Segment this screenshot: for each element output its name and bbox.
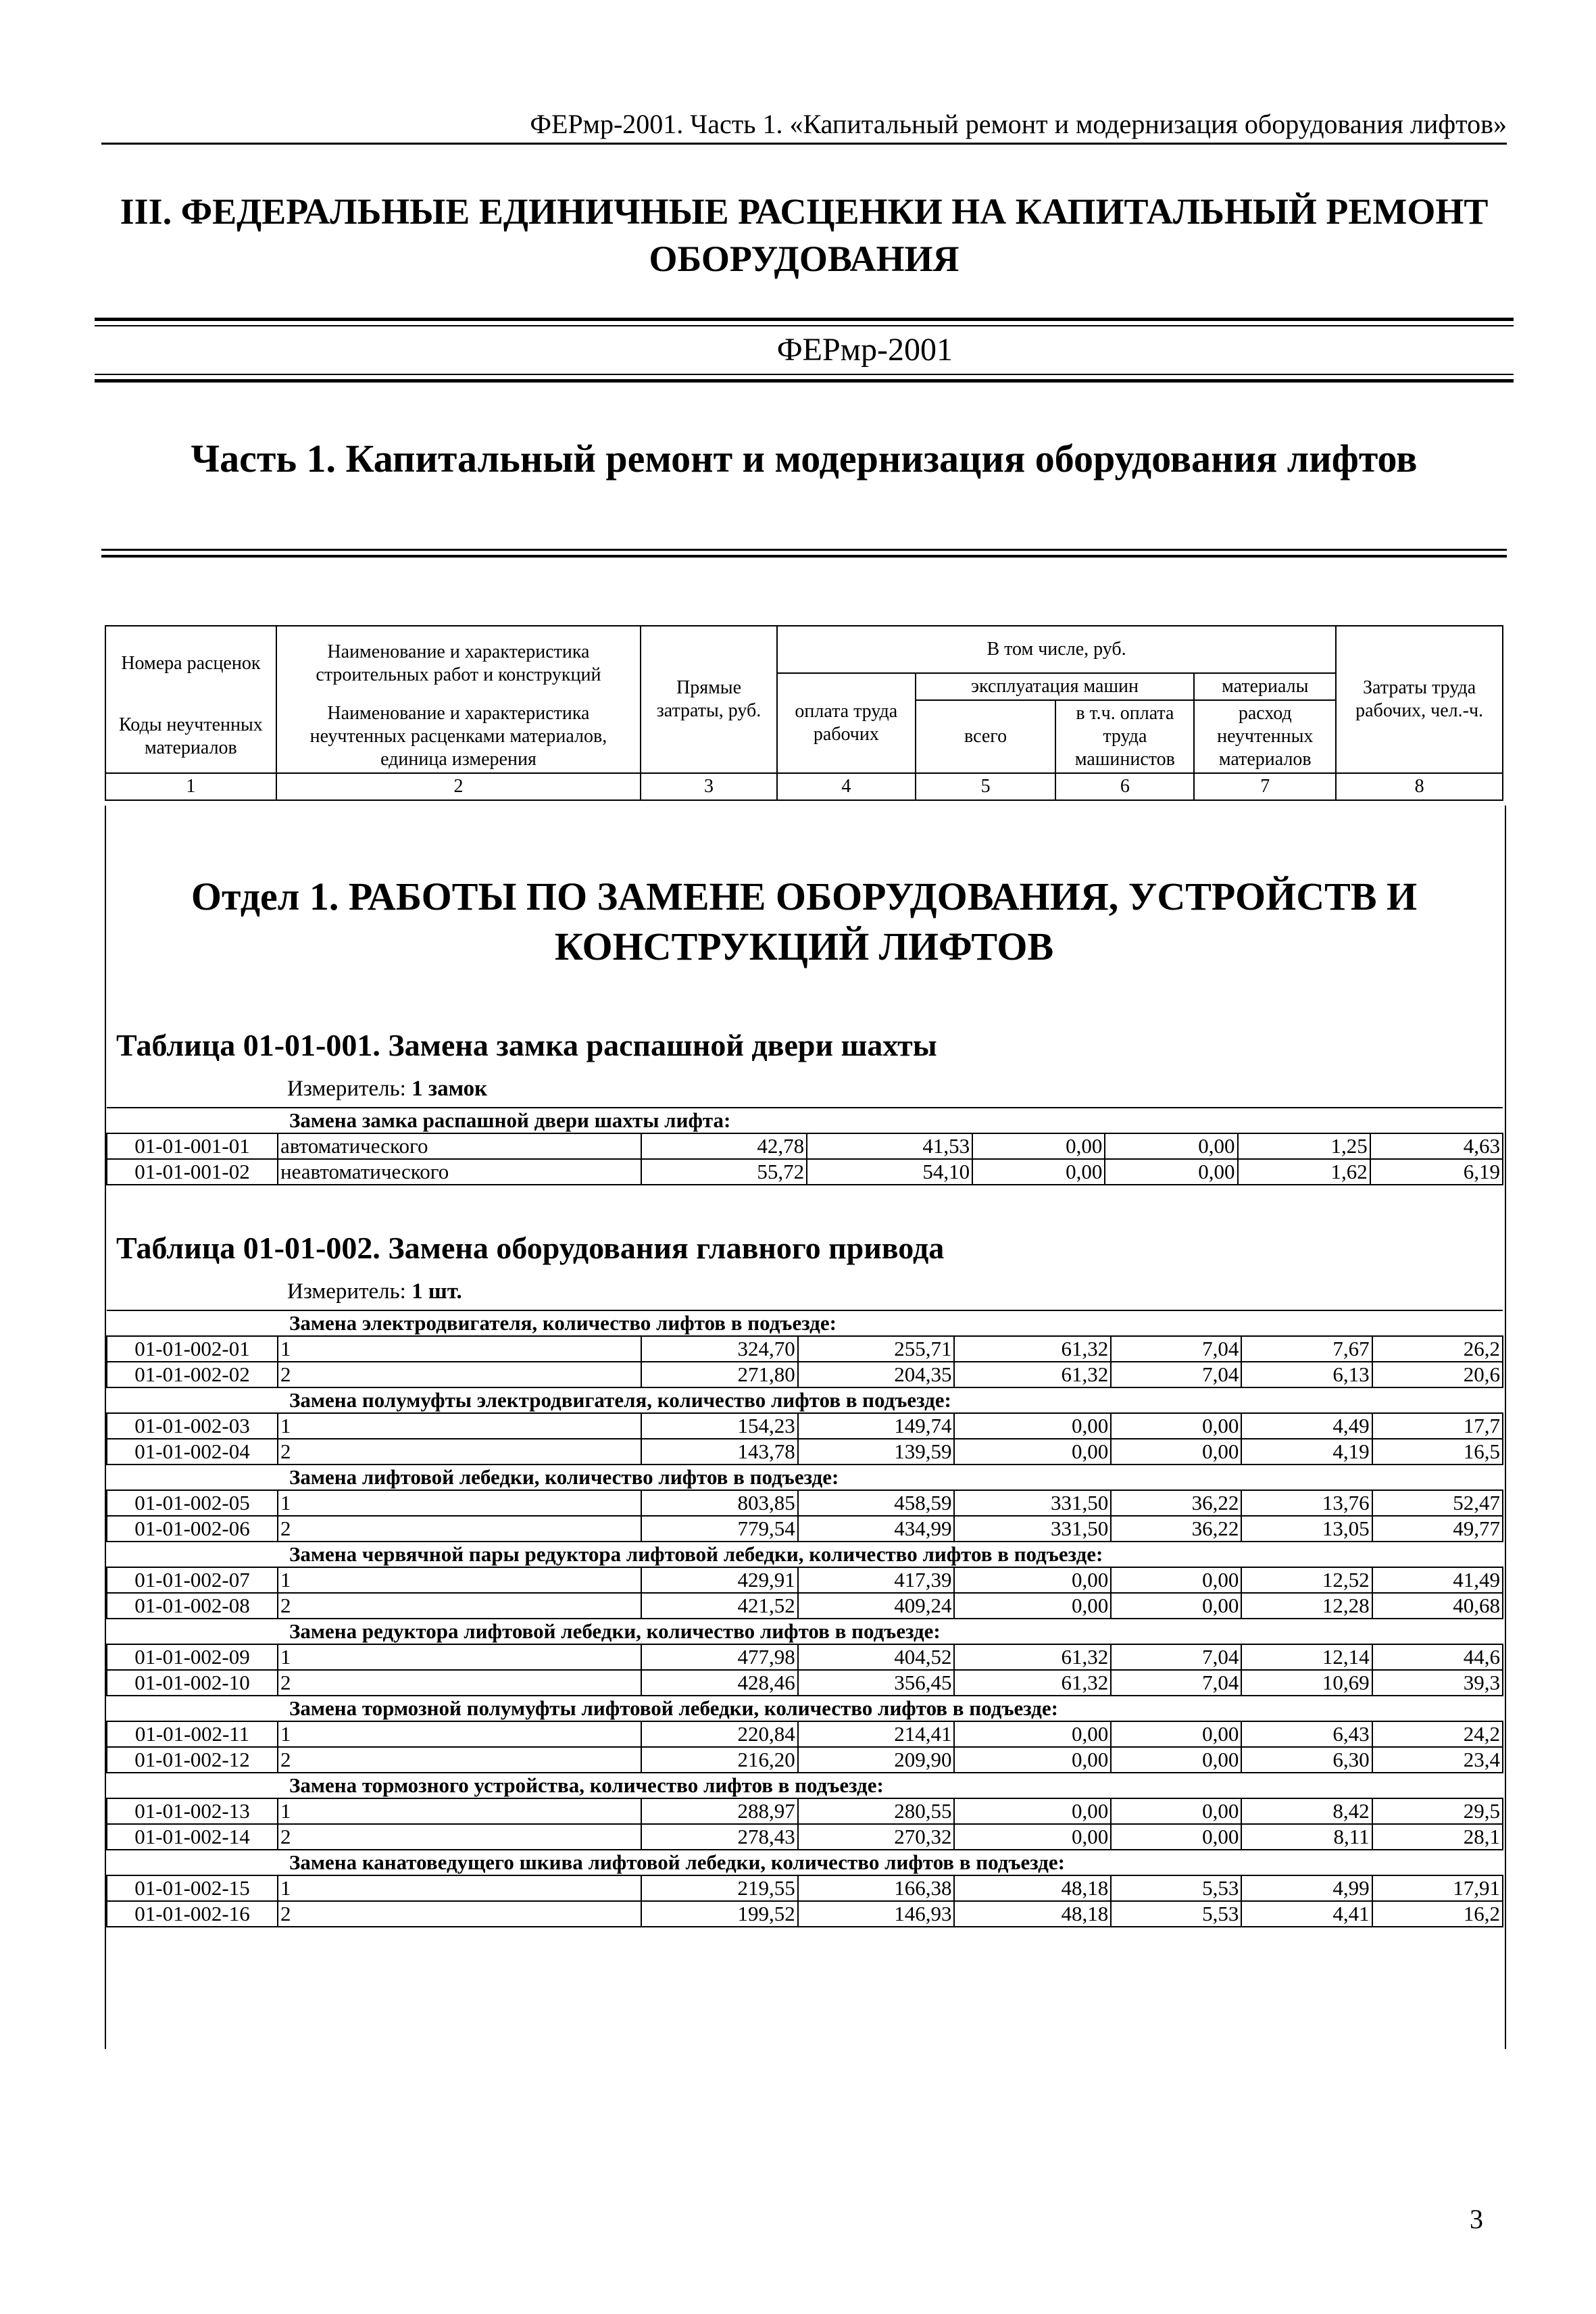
direct-costs: 42,78 — [641, 1133, 807, 1159]
machinists-pay: 36,22 — [1111, 1490, 1241, 1516]
rates-table-01-01-001 — [106, 1107, 1503, 1185]
machines-total: 0,00 — [972, 1133, 1105, 1159]
direct-costs: 216,20 — [641, 1747, 798, 1773]
machinists-pay: 0,00 — [1111, 1824, 1241, 1850]
header-direct-costs: Прямые затраты, руб. — [641, 626, 777, 773]
rate-code: 01-01-002-15 — [107, 1875, 278, 1901]
direct-costs: 421,52 — [641, 1593, 798, 1619]
labor-pay: 417,39 — [798, 1567, 955, 1593]
materials: 12,14 — [1241, 1644, 1372, 1670]
table-row — [107, 1901, 1503, 1927]
labor-pay: 41,53 — [807, 1133, 972, 1159]
department-title-line-2: КОНСТРУКЦИЙ ЛИФТОВ — [554, 925, 1054, 968]
rate-name: 1 — [278, 1413, 641, 1439]
materials: 7,67 — [1241, 1336, 1372, 1362]
rate-code: 01-01-002-10 — [107, 1670, 278, 1696]
labor-hours: 44,6 — [1372, 1644, 1503, 1670]
section-title — [95, 188, 1514, 282]
table-title: Таблица 01-01-002. Замена оборудования главного привода — [116, 1231, 945, 1265]
labor-pay: 146,93 — [798, 1901, 955, 1927]
header-material-codes: Коды неучтенных материалов — [105, 700, 276, 773]
meter — [287, 1279, 462, 1304]
machines-total: 61,32 — [954, 1362, 1111, 1387]
rate-code: 01-01-002-09 — [107, 1644, 278, 1670]
rate-code: 01-01-002-05 — [107, 1490, 278, 1516]
column-header-table — [105, 625, 1503, 801]
table-row — [107, 1567, 1503, 1593]
machines-total: 0,00 — [954, 1567, 1111, 1593]
labor-hours: 20,6 — [1372, 1362, 1503, 1387]
materials: 13,05 — [1241, 1516, 1372, 1542]
code-label: ФЕРмр-2001 — [776, 332, 953, 368]
header-materials: материалы — [1194, 673, 1336, 700]
part-divider — [101, 549, 1507, 557]
labor-hours: 17,7 — [1372, 1413, 1503, 1439]
table-row — [107, 1644, 1503, 1670]
materials: 10,69 — [1241, 1670, 1372, 1696]
labor-hours: 39,3 — [1372, 1670, 1503, 1696]
rate-name: 2 — [278, 1901, 641, 1927]
materials: 13,76 — [1241, 1490, 1372, 1516]
rate-name: 2 — [278, 1593, 641, 1619]
labor-pay: 404,52 — [798, 1644, 955, 1670]
rate-code: 01-01-002-03 — [107, 1413, 278, 1439]
header-labor-pay: оплата труда рабочих — [777, 673, 916, 773]
table-row — [107, 1133, 1503, 1159]
labor-hours: 41,49 — [1372, 1567, 1503, 1593]
group-heading: Замена тормозной полумуфты лифтовой лебедки, количество лифтов в подъезде: — [107, 1696, 1503, 1721]
labor-pay: 434,99 — [798, 1516, 955, 1542]
labor-pay: 214,41 — [798, 1721, 955, 1747]
table-row — [107, 1747, 1503, 1773]
rate-name: 2 — [278, 1670, 641, 1696]
table-title: Таблица 01-01-001. Замена замка распашной двери шахты — [116, 1028, 937, 1062]
table-row — [107, 1516, 1503, 1542]
labor-hours: 6,19 — [1370, 1159, 1503, 1185]
rate-name: 1 — [278, 1721, 641, 1747]
rate-name: 1 — [278, 1336, 641, 1362]
materials: 6,13 — [1241, 1362, 1372, 1387]
department-title-line-1: Отдел 1. РАБОТЫ ПО ЗАМЕНЕ ОБОРУДОВАНИЯ, УСТРОЙСТВ И — [191, 875, 1418, 918]
part-title: Часть 1. Капитальный ремонт и модернизация оборудования лифтов — [191, 437, 1418, 481]
section-title-line-2: ОБОРУДОВАНИЯ — [649, 239, 959, 279]
materials: 4,19 — [1241, 1439, 1372, 1464]
table-row — [107, 1362, 1503, 1387]
rate-code: 01-01-002-13 — [107, 1798, 278, 1824]
column-number: 4 — [777, 773, 916, 800]
machines-total: 48,18 — [954, 1901, 1111, 1927]
rate-code: 01-01-002-08 — [107, 1593, 278, 1619]
materials: 12,28 — [1241, 1593, 1372, 1619]
header-work-name: Наименование и характеристика строительных работ и конструкций — [276, 626, 641, 700]
group-heading: Замена полумуфты электродвигателя, количество лифтов в подъезде: — [107, 1387, 1503, 1413]
meter-label: Измеритель: — [287, 1077, 406, 1101]
materials: 4,99 — [1241, 1875, 1372, 1901]
labor-pay: 458,59 — [798, 1490, 955, 1516]
machinists-pay: 5,53 — [1111, 1875, 1241, 1901]
rate-code: 01-01-001-01 — [107, 1133, 278, 1159]
labor-hours: 4,63 — [1370, 1133, 1503, 1159]
direct-costs: 55,72 — [641, 1159, 807, 1185]
group-heading: Замена канатоведущего шкива лифтовой лебедки, количество лифтов в подъезде: — [107, 1850, 1503, 1875]
machines-total: 61,32 — [954, 1670, 1111, 1696]
materials: 4,49 — [1241, 1413, 1372, 1439]
materials: 6,30 — [1241, 1747, 1372, 1773]
labor-hours: 23,4 — [1372, 1747, 1503, 1773]
table-row — [107, 1413, 1503, 1439]
labor-pay: 139,59 — [798, 1439, 955, 1464]
direct-costs: 288,97 — [641, 1798, 798, 1824]
rate-name: автоматического — [278, 1133, 641, 1159]
direct-costs: 199,52 — [641, 1901, 798, 1927]
machinists-pay: 7,04 — [1111, 1336, 1241, 1362]
direct-costs: 271,80 — [641, 1362, 798, 1387]
rate-name: 2 — [278, 1362, 641, 1387]
materials: 6,43 — [1241, 1721, 1372, 1747]
materials: 8,11 — [1241, 1824, 1372, 1850]
table-row — [107, 1490, 1503, 1516]
header-machines: эксплуатация машин — [916, 673, 1195, 700]
rate-name: 1 — [278, 1567, 641, 1593]
table-row — [107, 1593, 1503, 1619]
labor-hours: 16,2 — [1372, 1901, 1503, 1927]
labor-pay: 255,71 — [798, 1336, 955, 1362]
machines-total: 331,50 — [954, 1490, 1111, 1516]
table-row — [107, 1798, 1503, 1824]
direct-costs: 429,91 — [641, 1567, 798, 1593]
labor-pay: 149,74 — [798, 1413, 955, 1439]
rate-name: неавтоматического — [278, 1159, 641, 1185]
machinists-pay: 0,00 — [1111, 1798, 1241, 1824]
header-unaccounted-materials: расход неучтенных материалов — [1194, 700, 1336, 773]
group-heading: Замена червячной пары редуктора лифтовой лебедки, количество лифтов в подъезде: — [107, 1542, 1503, 1567]
labor-pay: 204,35 — [798, 1362, 955, 1387]
materials: 1,62 — [1238, 1159, 1370, 1185]
header-rate-numbers: Номера расценок — [105, 626, 276, 700]
rate-code: 01-01-002-12 — [107, 1747, 278, 1773]
header-machinists-pay: в т.ч. оплата труда машинистов — [1055, 700, 1194, 773]
materials: 8,42 — [1241, 1798, 1372, 1824]
machinists-pay: 7,04 — [1111, 1670, 1241, 1696]
direct-costs: 278,43 — [641, 1824, 798, 1850]
table-row — [107, 1439, 1503, 1464]
group-heading: Замена лифтовой лебедки, количество лифтов в подъезде: — [107, 1464, 1503, 1490]
column-number: 1 — [105, 773, 276, 800]
meter-value: 1 шт. — [412, 1279, 462, 1304]
materials: 12,52 — [1241, 1567, 1372, 1593]
running-header: ФЕРмр-2001. Часть 1. «Капитальный ремонт и модернизация оборудования лифтов» — [101, 108, 1507, 145]
materials: 4,41 — [1241, 1901, 1372, 1927]
column-number: 8 — [1336, 773, 1503, 800]
labor-hours: 29,5 — [1372, 1798, 1503, 1824]
labor-hours: 17,91 — [1372, 1875, 1503, 1901]
meter-value: 1 замок — [412, 1077, 488, 1101]
machinists-pay: 36,22 — [1111, 1516, 1241, 1542]
table-row — [107, 1875, 1503, 1901]
table-row — [107, 1159, 1503, 1185]
labor-pay: 166,38 — [798, 1875, 955, 1901]
direct-costs: 428,46 — [641, 1670, 798, 1696]
machinists-pay: 0,00 — [1111, 1721, 1241, 1747]
rate-name: 2 — [278, 1747, 641, 1773]
direct-costs: 779,54 — [641, 1516, 798, 1542]
rate-code: 01-01-002-14 — [107, 1824, 278, 1850]
machines-total: 0,00 — [972, 1159, 1105, 1185]
labor-hours: 26,2 — [1372, 1336, 1503, 1362]
section-title-line-1: III. ФЕДЕРАЛЬНЫЕ ЕДИНИЧНЫЕ РАСЦЕНКИ НА КАПИТАЛЬНЫЙ РЕМОНТ — [120, 191, 1489, 232]
machines-total: 0,00 — [954, 1824, 1111, 1850]
group-heading: Замена тормозного устройства, количество лифтов в подъезде: — [107, 1773, 1503, 1798]
machines-total: 0,00 — [954, 1747, 1111, 1773]
header-labor-costs: Затраты труда рабочих, чел.-ч. — [1336, 626, 1503, 773]
column-number: 2 — [276, 773, 641, 800]
direct-costs: 143,78 — [641, 1439, 798, 1464]
machinists-pay: 0,00 — [1111, 1567, 1241, 1593]
machines-total: 0,00 — [954, 1593, 1111, 1619]
machines-total: 0,00 — [954, 1721, 1111, 1747]
column-number: 7 — [1194, 773, 1336, 800]
labor-hours: 16,5 — [1372, 1439, 1503, 1464]
rate-code: 01-01-002-01 — [107, 1336, 278, 1362]
meter — [287, 1077, 487, 1102]
machines-total: 0,00 — [954, 1798, 1111, 1824]
labor-pay: 209,90 — [798, 1747, 955, 1773]
direct-costs: 324,70 — [641, 1336, 798, 1362]
machinists-pay: 0,00 — [1111, 1413, 1241, 1439]
header-material-names: Наименование и характеристика неучтенных расценками материалов, единица измерения — [276, 700, 641, 773]
rate-name: 2 — [278, 1439, 641, 1464]
labor-hours: 52,47 — [1372, 1490, 1503, 1516]
labor-hours: 24,2 — [1372, 1721, 1503, 1747]
table-row — [107, 1670, 1503, 1696]
machines-total: 61,32 — [954, 1336, 1111, 1362]
department-title — [105, 872, 1503, 972]
labor-pay: 270,32 — [798, 1824, 955, 1850]
rate-name: 2 — [278, 1516, 641, 1542]
labor-pay: 54,10 — [807, 1159, 972, 1185]
column-number: 6 — [1055, 773, 1194, 800]
labor-pay: 280,55 — [798, 1798, 955, 1824]
rate-name: 1 — [278, 1875, 641, 1901]
labor-hours: 40,68 — [1372, 1593, 1503, 1619]
rate-code: 01-01-002-16 — [107, 1901, 278, 1927]
rate-name: 1 — [278, 1490, 641, 1516]
machines-total: 331,50 — [954, 1516, 1111, 1542]
machines-total: 48,18 — [954, 1875, 1111, 1901]
table-row — [107, 1336, 1503, 1362]
group-heading: Замена редуктора лифтовой лебедки, количество лифтов в подъезде: — [107, 1619, 1503, 1644]
rate-code: 01-01-002-06 — [107, 1516, 278, 1542]
direct-costs: 219,55 — [641, 1875, 798, 1901]
machines-total: 61,32 — [954, 1644, 1111, 1670]
labor-hours: 28,1 — [1372, 1824, 1503, 1850]
code-band — [95, 318, 1514, 383]
direct-costs: 220,84 — [641, 1721, 798, 1747]
labor-hours: 49,77 — [1372, 1516, 1503, 1542]
group-heading: Замена замка распашной двери шахты лифта: — [107, 1108, 1503, 1133]
machines-total: 0,00 — [954, 1439, 1111, 1464]
machinists-pay: 5,53 — [1111, 1901, 1241, 1927]
rate-code: 01-01-002-02 — [107, 1362, 278, 1387]
page-number: 3 — [1470, 2204, 1483, 2234]
rates-table-01-01-002 — [106, 1310, 1503, 1927]
labor-pay: 409,24 — [798, 1593, 955, 1619]
column-number: 3 — [641, 773, 777, 800]
machinists-pay: 0,00 — [1105, 1159, 1237, 1185]
rate-name: 1 — [278, 1798, 641, 1824]
machinists-pay: 0,00 — [1105, 1133, 1237, 1159]
table-row — [107, 1721, 1503, 1747]
group-heading: Замена электродвигателя, количество лифтов в подъезде: — [107, 1310, 1503, 1336]
header-including: В том числе, руб. — [777, 626, 1336, 673]
direct-costs: 154,23 — [641, 1413, 798, 1439]
machines-total: 0,00 — [954, 1413, 1111, 1439]
meter-label: Измеритель: — [287, 1279, 406, 1304]
machinists-pay: 0,00 — [1111, 1747, 1241, 1773]
direct-costs: 477,98 — [641, 1644, 798, 1670]
machinists-pay: 0,00 — [1111, 1593, 1241, 1619]
machinists-pay: 0,00 — [1111, 1439, 1241, 1464]
labor-pay: 356,45 — [798, 1670, 955, 1696]
rate-code: 01-01-001-02 — [107, 1159, 278, 1185]
rate-name: 1 — [278, 1644, 641, 1670]
rate-code: 01-01-002-11 — [107, 1721, 278, 1747]
machinists-pay: 7,04 — [1111, 1644, 1241, 1670]
rate-code: 01-01-002-07 — [107, 1567, 278, 1593]
machinists-pay: 7,04 — [1111, 1362, 1241, 1387]
direct-costs: 803,85 — [641, 1490, 798, 1516]
header-machines-total: всего — [916, 700, 1056, 773]
materials: 1,25 — [1238, 1133, 1370, 1159]
table-row — [107, 1824, 1503, 1850]
column-number: 5 — [916, 773, 1056, 800]
rate-code: 01-01-002-04 — [107, 1439, 278, 1464]
rate-name: 2 — [278, 1824, 641, 1850]
